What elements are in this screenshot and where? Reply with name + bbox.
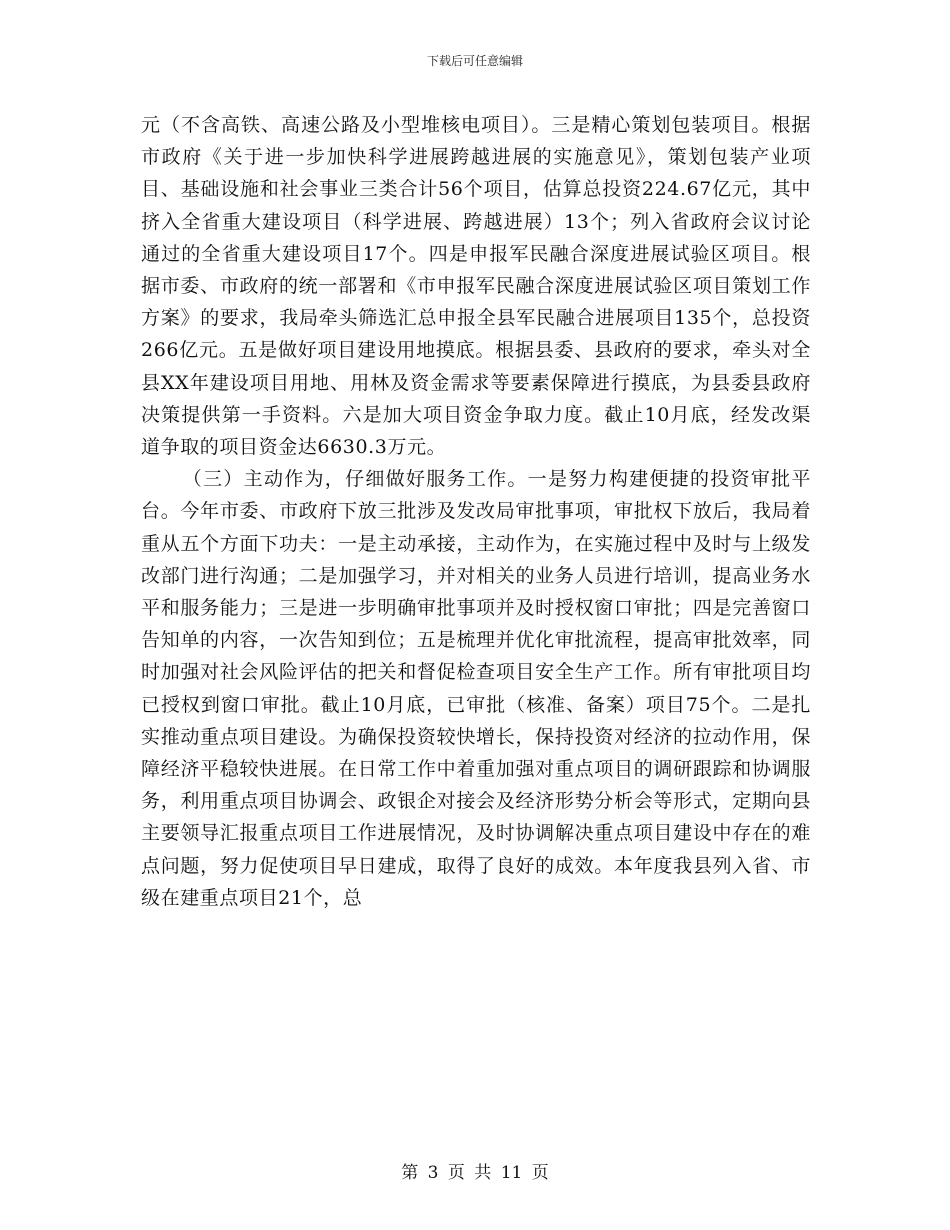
page-header-note: 下载后可任意编辑 <box>426 54 523 68</box>
paragraph-section-three: （三）主动作为，仔细做好服务工作。一是努力构建便捷的投资审批平台。今年市委、市政府下放三批涉及发改局审批事项，审批权下放后，我局着重从五个方面下功夫：一是主动承接，主动作为，在实施过程中及时与上级发改部门进行沟通；二是加强学习，并对相关的业务人员进行培训，提高业务水平和服务能力；三是进一步明确审批事项并及时授权窗口审批；四是完善窗口告知单的内容，一次告知到位；五是梳理并优化审批流程，提高审批效率，同时加强对社会风险评估的把关和督促检查项目安全生产工作。所有审批项目均已授权到窗口审批。截止10月底，已审批（核准、备案）项目75个。二是扎实推动重点项目建设。为确保投资较快增长，保持投资对经济的拉动作用，保障经济平稳较快进展。在日常工作中着重加强对重点项目的调研跟踪和协调服务，利用重点项目协调会、政银企对接会及经济形势分析会等形式，定期向县主要领导汇报重点项目工作进展情况，及时协调解决重点项目建设中存在的难点问题，努力促使项目早日建成，取得了良好的成效。本年度我县列入省、市级在建重点项目21个，总 <box>141 468 811 909</box>
document-body <box>141 109 811 914</box>
page-number-footer: 第 3 页 共 11 页 <box>401 1163 549 1183</box>
paragraph-continuation: 元（不含高铁、高速公路及小型堆核电项目）。三是精心策划包装项目。根据市政府《关于进一步加快科学进展跨越进展的实施意见》，策划包装产业项目、基础设施和社会事业三类合计56个项目，估算总投资224.67亿元，其中挤入全省重大建设项目（科学进展、跨越进展）13个；列入省政府会议讨论通过的全省重大建设项目17个。四是申报军民融合深度进展试验区项目。根据市委、市政府的统一部署和《市申报军民融合深度进展试验区项目策划工作方案》的要求，我局牵头筛选汇总申报全县军民融合进展项目135个，总投资266亿元。五是做好项目建设用地摸底。根据县委、县政府的要求，牵头对全县XX年建设项目用地、用林及资金需求等要素保障进行摸底，为县委县政府决策提供第一手资料。六是加大项目资金争取力度。截止10月底，经发改渠道争取的项目资金达6630.3万元。 <box>141 114 811 459</box>
